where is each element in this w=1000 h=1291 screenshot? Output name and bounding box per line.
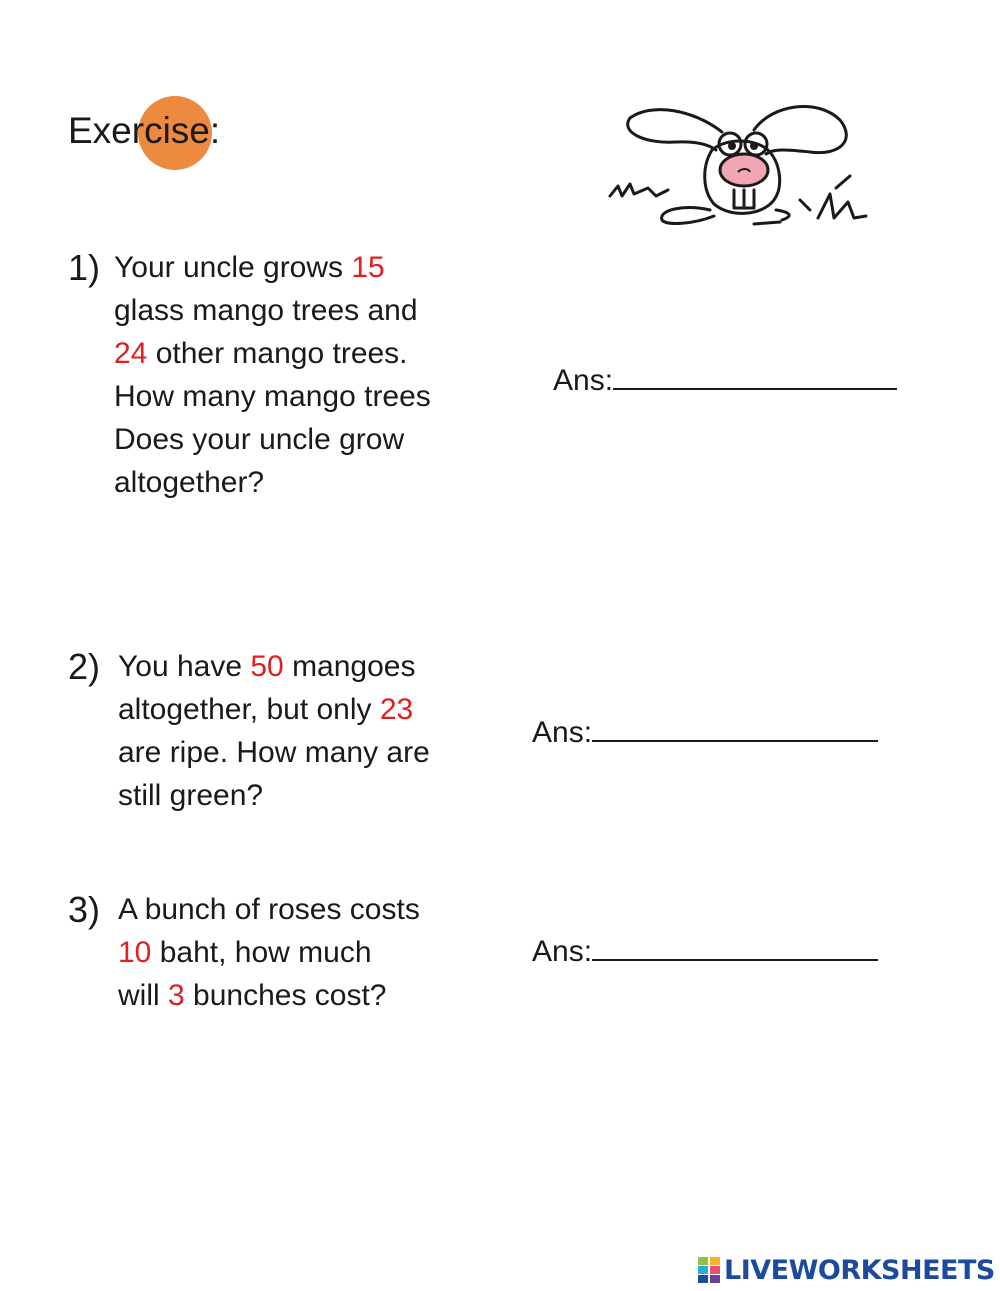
question-number: 2) bbox=[68, 646, 101, 687]
text-line bbox=[114, 461, 431, 504]
text-line bbox=[118, 774, 430, 817]
answer-label: Ans: bbox=[532, 935, 593, 968]
answer-blank-input[interactable] bbox=[592, 712, 878, 742]
liveworksheets-logo-icon bbox=[698, 1257, 720, 1283]
text-line bbox=[118, 688, 430, 731]
highlighted-number: 50 bbox=[250, 650, 284, 683]
highlighted-number: 24 bbox=[114, 337, 148, 370]
highlighted-number: 15 bbox=[351, 251, 385, 284]
text-run: You have bbox=[118, 650, 251, 683]
question-text bbox=[118, 645, 430, 817]
cartoon-bunny-icon bbox=[604, 92, 876, 244]
text-run: mangoes bbox=[283, 650, 416, 683]
answer-label: Ans: bbox=[532, 716, 593, 749]
answer-3 bbox=[532, 931, 878, 972]
text-run: glass mango trees and bbox=[114, 294, 418, 327]
text-line bbox=[114, 289, 431, 332]
text-run: other mango trees. bbox=[147, 337, 408, 370]
text-line bbox=[118, 888, 420, 931]
text-line bbox=[118, 974, 420, 1017]
text-line bbox=[118, 931, 420, 974]
text-run: bunches cost? bbox=[184, 979, 387, 1012]
text-run: altogether, but only bbox=[118, 693, 380, 726]
answer-2 bbox=[532, 712, 878, 753]
brand-name: LIVEWORKSHEETS bbox=[724, 1254, 995, 1286]
highlighted-number: 3 bbox=[168, 979, 185, 1012]
answer-blank-input[interactable] bbox=[592, 931, 878, 961]
answer-label: Ans: bbox=[553, 364, 614, 397]
text-run: A bunch of roses costs bbox=[118, 893, 420, 926]
text-run: baht, how much bbox=[151, 936, 372, 969]
answer-blank-input[interactable] bbox=[613, 360, 897, 390]
text-run: are ripe. How many are bbox=[118, 736, 430, 769]
highlighted-number: 23 bbox=[379, 693, 414, 726]
highlighted-number: 10 bbox=[118, 936, 152, 969]
text-run: Your uncle grows bbox=[114, 251, 352, 284]
text-line bbox=[114, 418, 431, 461]
text-line bbox=[114, 375, 431, 418]
text-run: will bbox=[118, 979, 168, 1012]
text-line bbox=[114, 246, 431, 289]
text-run: Does your uncle grow bbox=[114, 423, 405, 456]
text-line bbox=[118, 645, 430, 688]
question-number: 3) bbox=[68, 889, 101, 930]
text-run: How many mango trees bbox=[114, 380, 431, 413]
text-line bbox=[114, 332, 431, 375]
text-line bbox=[118, 731, 430, 774]
page-title: Exercise: bbox=[68, 110, 221, 151]
answer-1 bbox=[553, 360, 897, 401]
question-number: 1) bbox=[68, 247, 101, 288]
text-run: still green? bbox=[118, 779, 264, 812]
footer-brand[interactable] bbox=[698, 1254, 995, 1286]
text-run: altogether? bbox=[114, 466, 265, 499]
question-text bbox=[118, 888, 420, 1017]
question-text bbox=[114, 246, 431, 504]
